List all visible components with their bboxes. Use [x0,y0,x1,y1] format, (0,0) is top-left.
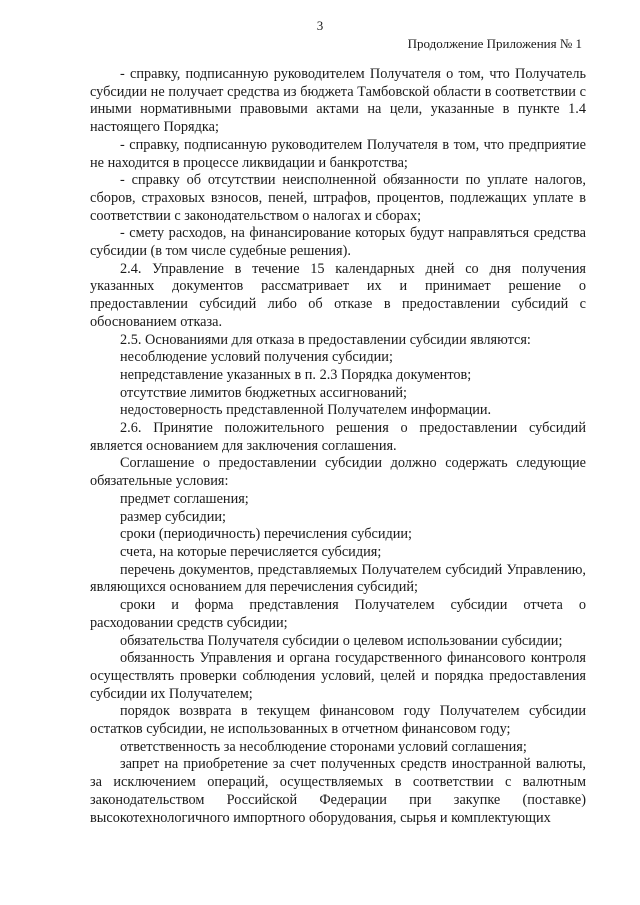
paragraph-18: сроки и форма представления Получателем субсидии отчета о расходовании средств субсидии; [90,597,586,631]
paragraph-3: - справку об отсутствии неисполненной обязанности по уплате налогов, сборов, страховых взносов, пеней, штрафов, процентов, подлежащих уплате в соответствии с законодательством о налогах и сборах; [90,172,586,224]
page-number: 3 [316,18,324,33]
paragraph-20: обязанность Управления и органа государственного финансового контроля осуществлять проверки соблюдения условий, целей и порядка предоставления субсидии их Получателем; [90,650,586,702]
continuation-label: Продолжение Приложения № 1 [407,36,582,51]
paragraph-14: размер субсидии; [120,508,226,525]
paragraph-11: 2.6. Принятие положительного решения о предоставлении субсидий является основанием для заключения соглашения. [90,420,586,454]
paragraph-9: отсутствие лимитов бюджетных ассигнований; [120,384,407,401]
paragraph-7: несоблюдение условий получения субсидии; [120,349,393,366]
paragraph-2: - справку, подписанную руководителем Получателя в том, что предприятие не находится в процессе ликвидации и банкротства; [90,136,586,171]
paragraph-19: обязательства Получателя субсидии о целевом использовании субсидии; [120,632,563,649]
paragraph-21: порядок возврата в текущем финансовом году Получателем субсидии остатков субсидии, не использованных в отчетном финансовом году; [90,703,586,738]
paragraph-4: - смету расходов, на финансирование которых будут направляться средства субсидии (в том числе судебные решения). [90,225,586,260]
paragraph-15: сроки (периодичность) перечисления субсидии; [120,526,413,543]
paragraph-5: 2.4. Управление в течение 15 календарных дней со дня получения указанных документов рассматривает их и принимает решение о предоставлении субсидий либо об отказе в предоставлении субсидий с обоснованием отказа. [90,260,586,330]
paragraph-22: ответственность за несоблюдение сторонами условий соглашения; [120,738,527,755]
paragraph-13: предмет соглашения; [120,490,249,507]
paragraph-12: Соглашение о предоставлении субсидии должно содержать следующие обязательные условия: [90,455,586,490]
paragraph-17: перечень документов, представляемых Получателем субсидий Управлению, являющихся основанием для перечисления субсидий; [90,561,586,596]
paragraph-1: - справку, подписанную руководителем Получателя о том, что Получатель субсидии не получает средства из бюджета Тамбовской области в соответствии с иными нормативными правовыми актами на цели, указанные в пункте 1.4 настоящего Порядка; [90,66,586,136]
paragraph-23: запрет на приобретение за счет полученных средств иностранной валюты, за исключением операций, осуществляемых в соответствии с валютным законодательством Российской Федерации при закупке (поставке) высокотехнологичного импортного оборудования, сырья и комплектующих [90,756,586,826]
paragraph-6: 2.5. Основаниями для отказа в предоставлении субсидии являются: [120,331,531,348]
paragraph-16: счета, на которые перечисляется субсидия; [120,543,382,560]
paragraph-8: непредставление указанных в п. 2.3 Порядка документов; [120,366,472,383]
paragraph-10: недостоверность представленной Получателем информации. [120,402,492,419]
document-body [90,66,586,827]
